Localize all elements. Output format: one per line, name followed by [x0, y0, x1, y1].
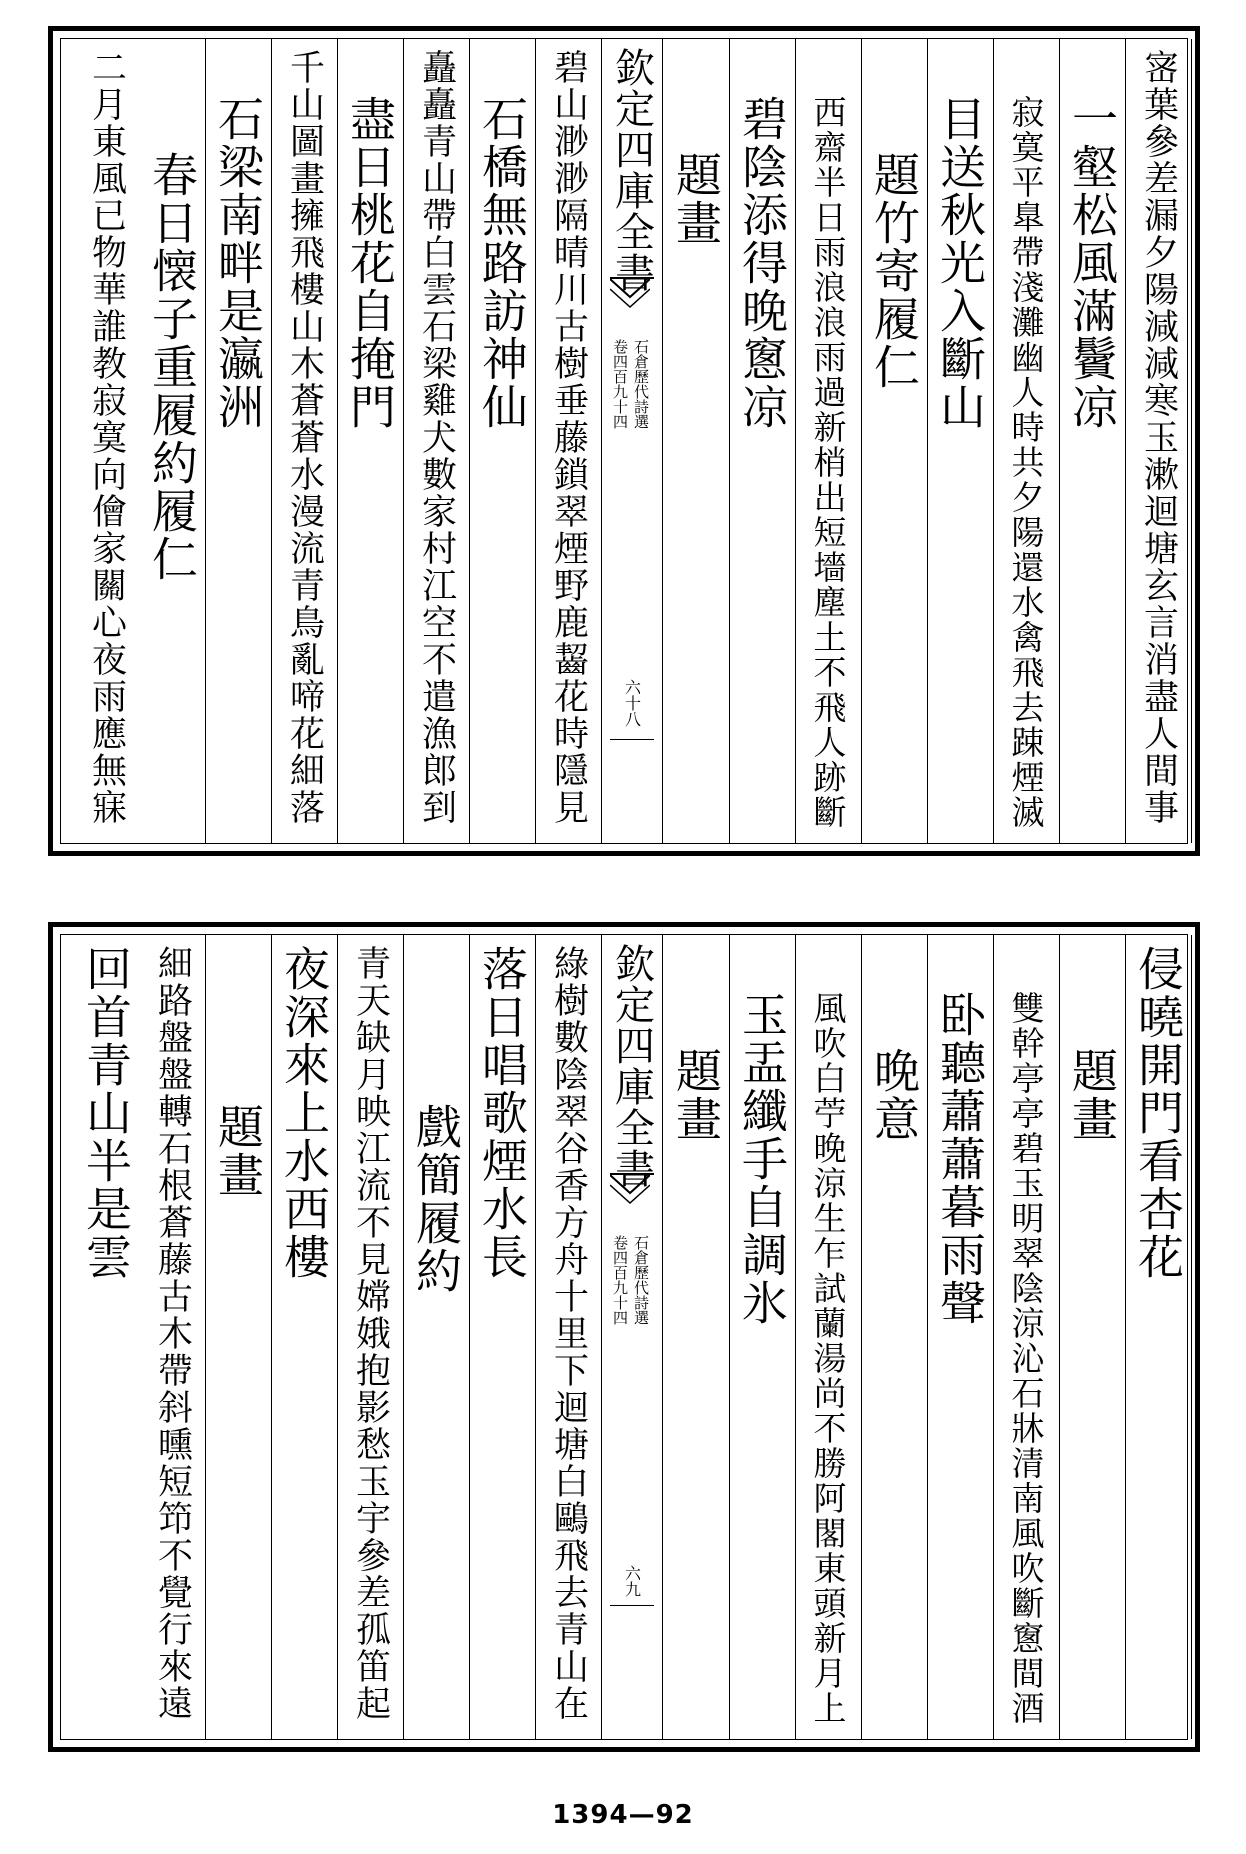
- poem-line: 青天缺月映江流不見嫦娥抱影愁玉宇參差孤笛起: [350, 945, 391, 1722]
- poem-line: 一壑松風滿鬢凉: [1065, 95, 1119, 431]
- poem-line: 碧陰添得晚窻凉: [735, 95, 789, 431]
- poem-title: 晚意: [867, 1047, 921, 1143]
- poem-line: 宻葉參差漏夕陽減減寒玉漱迴塘玄言消盡人間事: [1138, 49, 1179, 826]
- poem-line: 侵曉開門看杏花: [1131, 945, 1185, 1281]
- column: [535, 935, 602, 1739]
- column: [1125, 39, 1192, 843]
- poem-title: 題畫: [669, 151, 723, 247]
- center-fold: [601, 935, 663, 1739]
- column: [663, 935, 730, 1739]
- poem-line: 綠樹數陰翠谷香方舟十里下迴塘白鷗飛去青山在: [548, 945, 589, 1722]
- poem-line: 細路盤盤轉石根蒼藤古木帶斜曛短笻不覺行來遠: [152, 945, 193, 1722]
- column: [1125, 935, 1192, 1739]
- top-page-inner-frame: [60, 38, 1188, 844]
- poem-title: 戲簡履約: [409, 1103, 463, 1295]
- bottom-page-inner-frame: [60, 934, 1188, 1740]
- column: [73, 39, 139, 843]
- column: [993, 935, 1060, 1739]
- column: [271, 935, 338, 1739]
- column: [993, 39, 1060, 843]
- poem-line: 矗矗青山帶白雲石梁雞犬數家村江空不遣漁郎到: [416, 49, 457, 826]
- fish-tail-icon: [610, 1175, 650, 1211]
- poem-line: 石梁南畔是瀛洲: [211, 95, 265, 431]
- column: [927, 39, 994, 843]
- poem-line: 碧山渺渺隔晴川古樹垂藤鎖翠煙野鹿齧花時隱見: [548, 49, 589, 826]
- column: [205, 935, 272, 1739]
- column: [1059, 39, 1126, 843]
- column: [73, 935, 139, 1739]
- column: [663, 39, 730, 843]
- column: [535, 39, 602, 843]
- column: [139, 39, 206, 843]
- column: [1059, 935, 1126, 1739]
- poem-line: 目送秋光入斷山: [933, 95, 987, 431]
- column: [337, 935, 404, 1739]
- poem-line: 風吹白苧晚涼生乍試蘭湯尚不勝阿閣東頭新月上: [808, 991, 848, 1726]
- column: [139, 935, 206, 1739]
- column: [271, 39, 338, 843]
- column: [927, 935, 994, 1739]
- poem-line: 回首青山半是雲: [79, 945, 133, 1281]
- column: [729, 935, 796, 1739]
- poem-line: 二月東風已物華誰教寂寞向儈家關心夜雨應無寐: [86, 49, 127, 826]
- poem-line: 盡日桃花自掩門: [343, 95, 397, 431]
- fish-tail-icon: [610, 279, 650, 315]
- poem-title: 題畫: [1065, 1047, 1119, 1143]
- top-page: [48, 26, 1200, 856]
- volume-number: 卷四百九十四: [611, 339, 629, 429]
- column: [403, 935, 470, 1739]
- column: [861, 39, 928, 843]
- bottom-page: [48, 922, 1200, 1752]
- poem-title: 題畫: [669, 1047, 723, 1143]
- poem-line: 夜深來上水西樓: [277, 945, 331, 1281]
- book-title: 欽定四庫全書: [608, 943, 655, 1189]
- column: [795, 935, 862, 1739]
- footer-page-number: 1394—92: [552, 1800, 694, 1830]
- column: [795, 39, 862, 843]
- poem-line: 石橋無路訪神仙: [475, 95, 529, 431]
- column: [403, 39, 470, 843]
- column: [469, 39, 536, 843]
- poem-line: 玉盂纖手自調氷: [735, 991, 789, 1327]
- column: [729, 39, 796, 843]
- fish-tail-mark: [610, 1173, 654, 1215]
- column: [861, 935, 928, 1739]
- column: [469, 935, 536, 1739]
- center-divider: [610, 739, 654, 740]
- poem-title: 題竹寄履仁: [867, 151, 921, 391]
- poem-line: 卧聽蕭蕭暮雨聲: [933, 991, 987, 1327]
- poem-title: 題畫: [211, 1103, 265, 1199]
- poem-line: 西齋半日雨浪浪雨過新梢出短墻塵土不飛人跡斷: [808, 95, 848, 830]
- collection-name: 石倉歷代詩選: [632, 1235, 650, 1325]
- page-number: 六十八: [622, 679, 642, 727]
- poem-line: 雙幹亭亭碧玉明翠陰涼沁石牀清南風吹斷窻間酒: [1006, 991, 1046, 1726]
- book-title: 欽定四庫全書: [608, 47, 655, 293]
- poem-line: 落日唱歌煙水長: [475, 945, 529, 1281]
- column: [337, 39, 404, 843]
- poem-title: 春日懐子重履約履仁: [145, 151, 199, 583]
- poem-line: 千山圖畫擁飛樓山木蒼蒼水漫流青鳥亂啼花細落: [284, 49, 325, 826]
- center-divider: [610, 1605, 654, 1606]
- volume-number: 卷四百九十四: [611, 1235, 629, 1325]
- column: [205, 39, 272, 843]
- fish-tail-mark: [610, 277, 654, 319]
- collection-name: 石倉歷代詩選: [632, 339, 650, 429]
- center-fold: [601, 39, 663, 843]
- poem-line: 寂寞平臯帶淺灘幽人時共夕陽還水禽飛去踈煙滅: [1006, 95, 1046, 830]
- page-number: 六九: [622, 1565, 642, 1597]
